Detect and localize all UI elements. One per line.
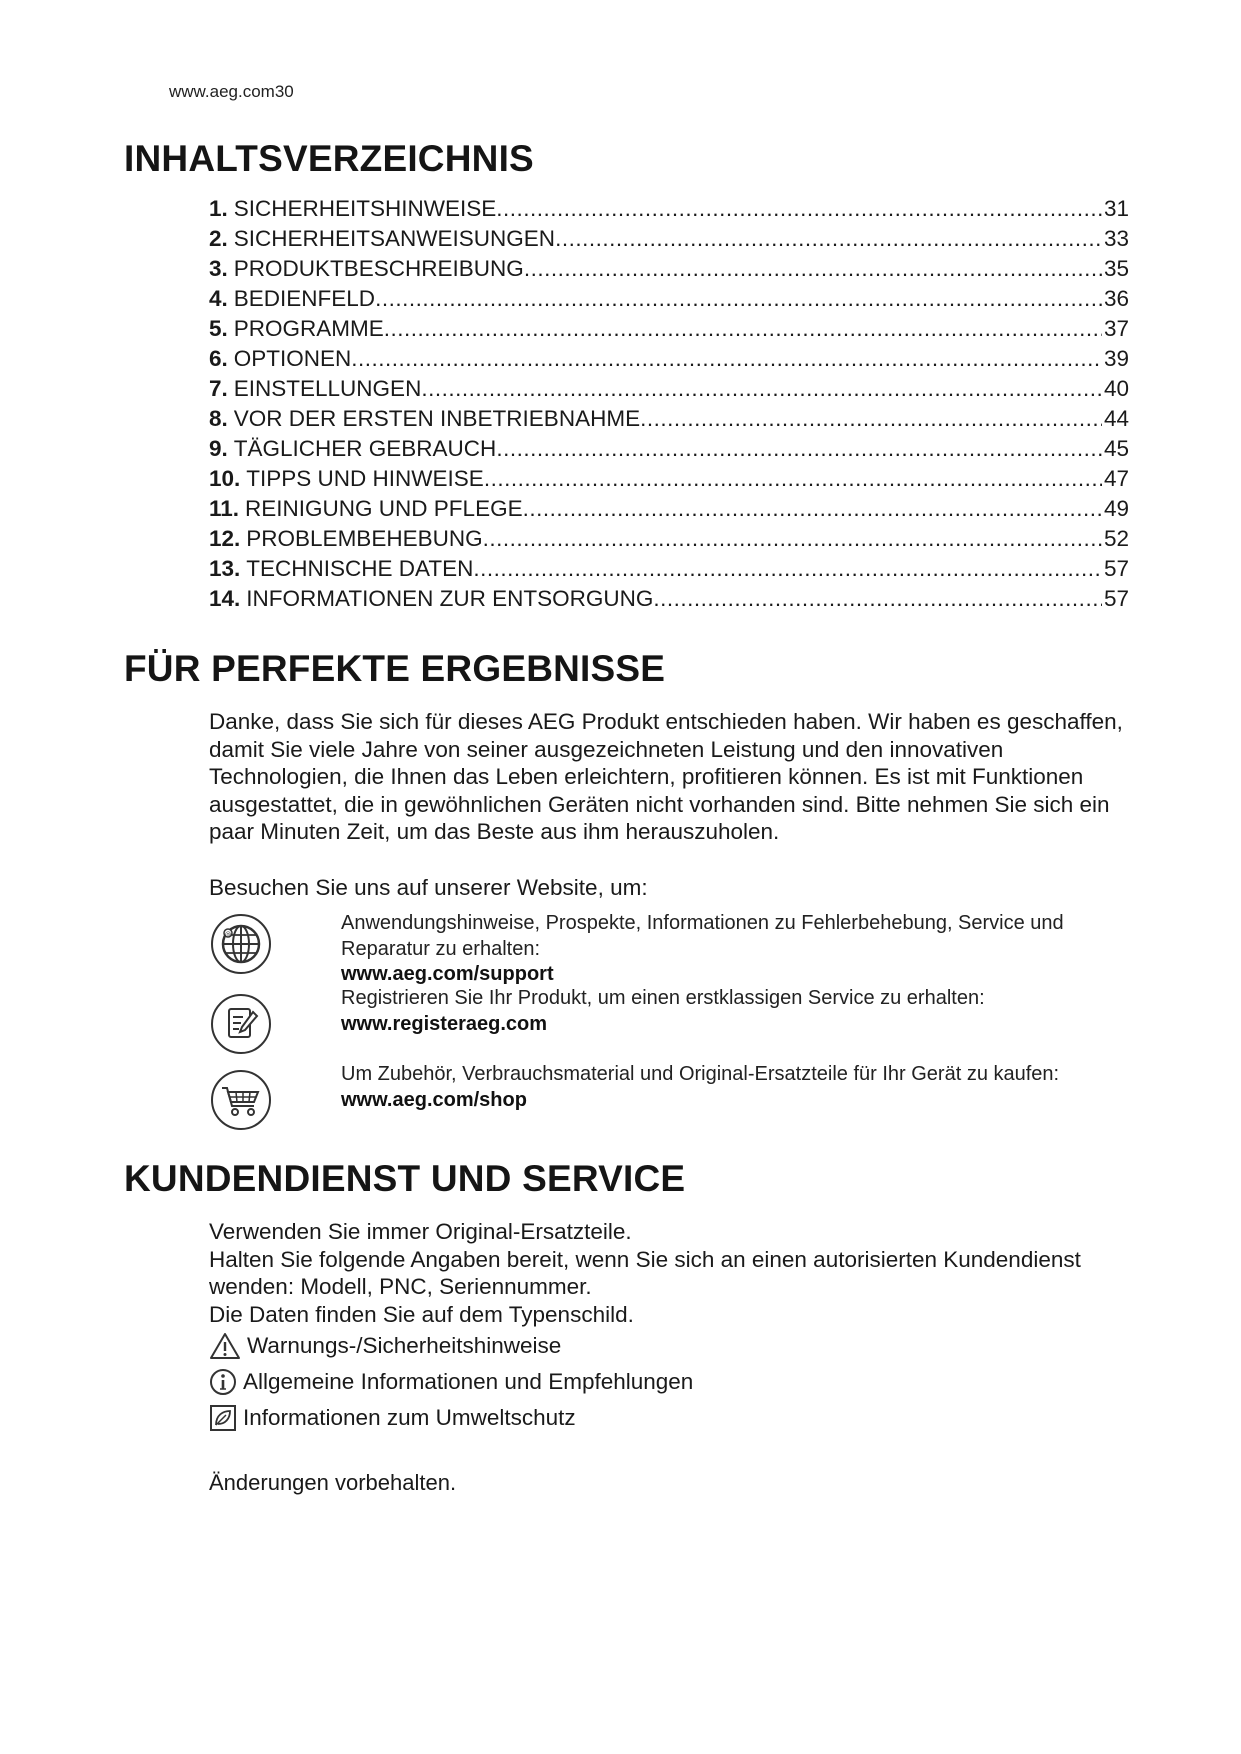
toc-title: INHALTSVERZEICHNIS xyxy=(124,138,534,179)
toc-item-page: 40 xyxy=(1103,376,1129,401)
toc-item-label: EINSTELLUNGEN xyxy=(233,376,422,401)
toc-item[interactable] xyxy=(209,376,1129,406)
toc-item-label: SICHERHEITSHINWEISE xyxy=(233,196,497,221)
toc-item-number: 1. xyxy=(209,196,228,221)
results-title: FÜR PERFEKTE ERGEBNISSE xyxy=(124,648,666,689)
toc-item-leader xyxy=(375,286,1102,312)
toc-item-page: 35 xyxy=(1103,256,1129,281)
toc-item-page: 45 xyxy=(1103,436,1129,461)
toc-item-leader xyxy=(351,346,1102,372)
toc-item-page: 44 xyxy=(1103,406,1129,431)
service-title: KUNDENDIENST UND SERVICE xyxy=(124,1158,686,1199)
toc-item-leader xyxy=(524,256,1102,282)
toc-item-label: PROGRAMME xyxy=(233,316,384,341)
header-url: www.aeg.com30 xyxy=(169,82,294,101)
toc-item-label: INFORMATIONEN ZUR ENTSORGUNG xyxy=(246,586,654,611)
toc-item-label: VOR DER ERSTEN INBETRIEBNAHME xyxy=(233,406,641,431)
toc-item-page: 36 xyxy=(1103,286,1129,311)
toc-item-number: 5. xyxy=(209,316,228,341)
toc-item[interactable] xyxy=(209,496,1129,526)
register-block xyxy=(341,986,1141,1037)
globe-icon xyxy=(209,912,273,976)
toc-item-label: PROBLEMBEHEBUNG xyxy=(246,526,483,551)
toc-item-page: 39 xyxy=(1103,346,1129,371)
legend-warning xyxy=(209,1332,561,1360)
toc-item-leader xyxy=(384,316,1102,342)
service-line-rating-plate: Die Daten finden Sie auf dem Typenschild. xyxy=(209,1301,634,1327)
legend-environment xyxy=(209,1404,576,1432)
toc-item-number: 14. xyxy=(209,586,241,611)
toc-item[interactable] xyxy=(209,256,1129,286)
environment-icon xyxy=(209,1404,237,1432)
register-link[interactable]: www.registeraeg.com xyxy=(341,1012,547,1035)
toc-item-leader xyxy=(496,436,1102,462)
toc-item-label: REINIGUNG UND PFLEGE xyxy=(245,496,523,521)
info-icon xyxy=(209,1368,237,1396)
support-link[interactable]: www.aeg.com/support xyxy=(341,963,554,985)
toc-item-label: SICHERHEITSANWEISUNGEN xyxy=(233,226,556,251)
support-text: Anwendungshinweise, Prospekte, Informationen zu Fehlerbehebung, Service und Reparatur zu erhalten: xyxy=(341,912,1064,960)
toc-item-label: TÄGLICHER GEBRAUCH xyxy=(233,436,497,461)
toc-item-leader xyxy=(483,526,1102,552)
toc-item-leader xyxy=(473,556,1102,582)
toc-item[interactable] xyxy=(209,556,1129,586)
toc-item[interactable] xyxy=(209,196,1129,226)
toc-item-leader xyxy=(523,496,1102,522)
toc-item-page: 49 xyxy=(1103,496,1129,521)
toc-item-number: 2. xyxy=(209,226,228,251)
toc-item-label: TIPPS UND HINWEISE xyxy=(246,466,484,491)
toc-item-number: 4. xyxy=(209,286,228,311)
footer-note: Änderungen vorbehalten. xyxy=(209,1470,457,1495)
table-of-contents xyxy=(209,196,1129,616)
toc-item-label: BEDIENFELD xyxy=(233,286,376,311)
toc-item-number: 12. xyxy=(209,526,241,551)
legend-warning-label: Warnungs-/Sicherheitshinweise xyxy=(247,1333,562,1358)
toc-item[interactable] xyxy=(209,526,1129,556)
toc-item-number: 9. xyxy=(209,436,228,461)
toc-item-number: 6. xyxy=(209,346,228,371)
toc-item-number: 3. xyxy=(209,256,228,281)
toc-item[interactable] xyxy=(209,286,1129,316)
toc-item-leader xyxy=(421,376,1102,402)
toc-item[interactable] xyxy=(209,406,1129,436)
intro-paragraph: Danke, dass Sie sich für dieses AEG Produkt entschieden haben. Wir haben es geschaffen, damit Sie viele Jahre von seiner ausgezeichneten Leistung und den innovativen Technologien, die Ihnen das Leben erleichtern, profitieren können. Es ist mit Funktionen ausgestattet, die in gewöhnlichen Geräten nicht vorhanden sind. Bitte nehmen Sie sich ein paar Minuten Zeit, um das Beste aus ihm herauszuholen. xyxy=(209,709,1123,844)
legend-info-label: Allgemeine Informationen und Empfehlungen xyxy=(243,1369,694,1394)
toc-item[interactable] xyxy=(209,436,1129,466)
toc-item-label: TECHNISCHE DATEN xyxy=(246,556,474,581)
toc-item-leader xyxy=(496,196,1102,222)
toc-item-number: 10. xyxy=(209,466,241,491)
toc-item[interactable] xyxy=(209,226,1129,256)
toc-item-number: 13. xyxy=(209,556,241,581)
toc-item-label: PRODUKTBESCHREIBUNG xyxy=(233,256,524,281)
toc-item-number: 11. xyxy=(209,496,240,521)
toc-item[interactable] xyxy=(209,316,1129,346)
support-block xyxy=(341,911,1141,988)
toc-item-page: 47 xyxy=(1103,466,1129,491)
legend-environment-label: Informationen zum Umweltschutz xyxy=(243,1405,576,1430)
toc-item-leader xyxy=(484,466,1102,492)
visit-text: Besuchen Sie uns auf unserer Website, um: xyxy=(209,875,648,900)
legend-info xyxy=(209,1368,693,1396)
shopping-cart-icon xyxy=(209,1068,273,1132)
toc-item-leader xyxy=(555,226,1102,252)
shop-block xyxy=(341,1062,1141,1113)
toc-item-number: 7. xyxy=(209,376,228,401)
toc-item-label: OPTIONEN xyxy=(233,346,352,371)
service-line-contact-info: Halten Sie folgende Angaben bereit, wenn Sie sich an einen autorisierten Kundendienst wenden: Modell, PNC, Seriennummer. xyxy=(209,1246,1081,1299)
toc-item-leader xyxy=(653,586,1102,612)
toc-item-page: 37 xyxy=(1103,316,1129,341)
service-line-original-parts: Verwenden Sie immer Original-Ersatzteile. xyxy=(209,1219,632,1244)
toc-item[interactable] xyxy=(209,466,1129,496)
svg-text:@: @ xyxy=(225,931,231,938)
toc-item-page: 57 xyxy=(1103,586,1129,611)
register-text: Registrieren Sie Ihr Produkt, um einen erstklassigen Service zu erhalten: xyxy=(341,987,985,1009)
toc-item-page: 52 xyxy=(1103,526,1129,551)
register-icon xyxy=(209,992,273,1056)
warning-icon xyxy=(209,1332,241,1360)
service-text xyxy=(209,1218,1129,1328)
toc-item-page: 33 xyxy=(1103,226,1129,251)
shop-link[interactable]: www.aeg.com/shop xyxy=(341,1088,527,1111)
toc-item-page: 31 xyxy=(1103,196,1129,221)
shop-text: Um Zubehör, Verbrauchsmaterial und Original-Ersatzteile für Ihr Gerät zu kaufen: xyxy=(341,1063,1060,1085)
toc-item[interactable] xyxy=(209,346,1129,376)
toc-item-page: 57 xyxy=(1103,556,1129,581)
toc-item-leader xyxy=(640,406,1102,432)
toc-item[interactable] xyxy=(209,586,1129,616)
toc-item-number: 8. xyxy=(209,406,228,431)
